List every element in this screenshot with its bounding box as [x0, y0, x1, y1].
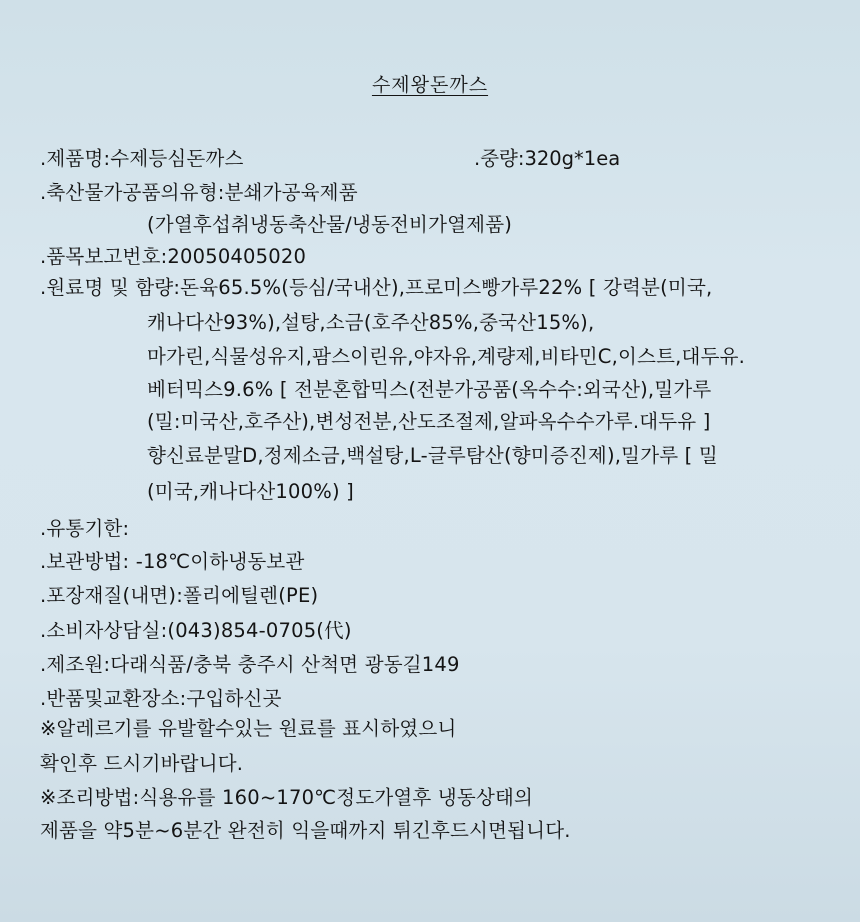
- ingredients-line: 향신료분말D,정제소금,백설탕,L-글루탐산(향미증진제),밀가루 [ 밀: [147, 444, 718, 467]
- cooking-method: 제품을 약5분~6분간 완전히 익을때까지 튀긴후드시면됩니다.: [40, 819, 571, 842]
- packaging-material: .포장재질(내면):폴리에틸렌(PE): [40, 584, 319, 607]
- product-type-note: (가열후섭취냉동축산물/냉동전비가열제품): [147, 213, 513, 236]
- product-weight: .중량:320g*1ea: [474, 147, 621, 170]
- expiry-date: .유통기한:: [40, 517, 130, 540]
- allergy-notice: 확인후 드시기바랍니다.: [40, 752, 244, 775]
- product-type: .축산물가공품의유형:분쇄가공육제품: [40, 181, 358, 204]
- ingredients-line: .원료명 및 함량:돈육65.5%(등심/국내산),프로미스빵가루22% [ 강력분(미국,: [40, 276, 713, 299]
- ingredients-line: 마가린,식물성유지,팜스이린유,야자유,계량제,비타민C,이스트,대두유.: [147, 345, 746, 368]
- ingredients-line: 베터믹스9.6% [ 전분혼합믹스(전분가공품(옥수수:외국산),밀가루: [147, 378, 712, 401]
- label-title: 수제왕돈까스: [371, 74, 489, 96]
- product-name: .제품명:수제등심돈까스: [40, 147, 244, 170]
- ingredients-line: (미국,캐나다산100%) ]: [147, 480, 354, 503]
- ingredients-line: 캐나다산93%),설탕,소금(호주산85%,중국산15%),: [147, 311, 595, 334]
- manufacturer: .제조원:다래식품/충북 충주시 산척면 광동길149: [40, 653, 460, 676]
- cooking-method: ※조리방법:식용유를 160~170℃정도가열후 냉동상태의: [40, 786, 534, 809]
- allergy-notice: ※알레르기를 유발할수있는 원료를 표시하였으니: [40, 717, 457, 740]
- ingredients-line: (밀:미국산,호주산),변성전분,산도조절제,알파옥수수가루.대두유 ]: [147, 410, 711, 433]
- report-number: .품목보고번호:20050405020: [40, 245, 307, 268]
- return-place: .반품및교환장소:구입하신곳: [40, 687, 282, 710]
- consumer-center: .소비자상담실:(043)854-0705(代): [40, 619, 352, 642]
- storage-method: .보관방법: -18℃이하냉동보관: [40, 550, 305, 573]
